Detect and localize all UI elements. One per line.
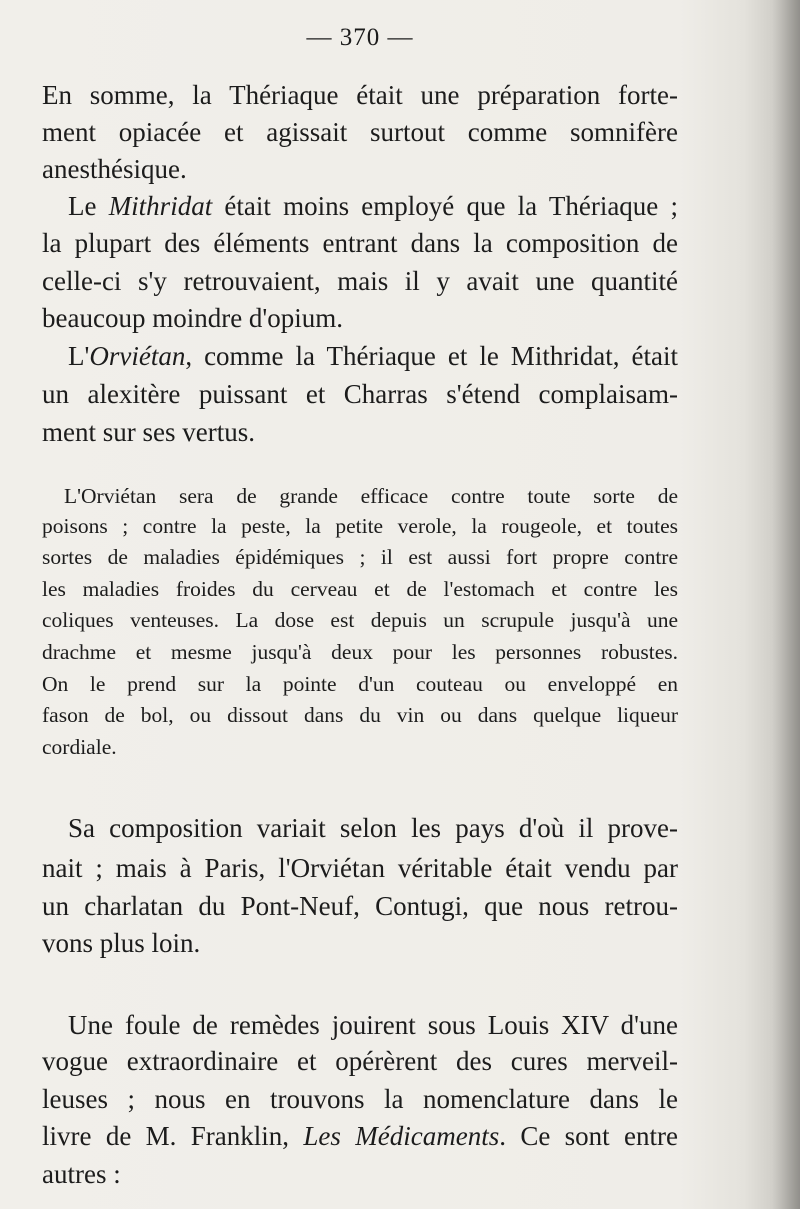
text-line xyxy=(42,1123,678,1150)
text-line: Une foule de remèdes jouirent sous Louis XIV d'une xyxy=(68,1010,678,1040)
text-run: L' xyxy=(68,341,90,371)
quote-line: On le prend sur la pointe d'un couteau ou enveloppé en xyxy=(42,672,678,696)
text-line: autres : xyxy=(42,1159,121,1189)
text-run: livre de M. Franklin, xyxy=(42,1121,304,1151)
text-run: , comme la Thériaque et le Mithridat, était xyxy=(185,341,678,371)
text-line: anesthésique. xyxy=(42,154,187,184)
italic-term: Mithridat xyxy=(108,191,213,221)
text-run: était moins employé que la Thériaque ; xyxy=(212,191,678,221)
quote-line: poisons ; contre la peste, la petite verole, la rougeole, et toutes xyxy=(42,514,678,538)
quote-line: les maladies froides du cerveau et de l'estomach et contre les xyxy=(42,577,678,601)
page-number: — 370 — xyxy=(306,24,414,51)
text-line xyxy=(68,343,678,370)
text-line xyxy=(68,193,678,220)
quote-line: fason de bol, ou dissout dans du vin ou dans quelque liqueur xyxy=(42,703,678,727)
text-line: leuses ; nous en trouvons la nomenclature dans le xyxy=(42,1084,678,1114)
italic-book-title: Les Médicaments xyxy=(303,1121,500,1151)
text-line: celle-ci s'y retrouvaient, mais il y avait une quantité xyxy=(42,266,678,296)
text-line: ment opiacée et agissait surtout comme somnifère xyxy=(42,117,678,147)
text-run: . Ce sont entre xyxy=(499,1121,678,1151)
quote-line: L'Orviétan sera de grande efficace contre toute sorte de xyxy=(64,484,678,508)
text-line: vons plus loin. xyxy=(42,928,201,958)
text-line: la plupart des éléments entrant dans la composition de xyxy=(42,228,678,258)
text-line: vogue extraordinaire et opérèrent des cures merveil- xyxy=(42,1046,678,1076)
page-edge-shadow xyxy=(772,0,800,1209)
quote-line: sortes de maladies épidémiques ; il est aussi fort propre contre xyxy=(42,545,678,569)
quote-line: coliques venteuses. La dose est depuis un scrupule jusqu'à une xyxy=(42,608,678,632)
italic-term: Orviétan xyxy=(89,341,186,371)
text-line: un alexitère puissant et Charras s'étend complaisam- xyxy=(42,379,678,409)
text-line: beaucoup moindre d'opium. xyxy=(42,303,344,333)
text-line: nait ; mais à Paris, l'Orviétan véritable était vendu par xyxy=(42,853,678,883)
text-line: un charlatan du Pont-Neuf, Contugi, que nous retrou- xyxy=(42,891,678,921)
text-line: ment sur ses vertus. xyxy=(42,417,255,447)
quote-line: drachme et mesme jusqu'à deux pour les personnes robustes. xyxy=(42,640,678,664)
text-line: Sa composition variait selon les pays d'où il prove- xyxy=(68,813,678,843)
text-line: En somme, la Thériaque était une préparation forte- xyxy=(42,80,678,110)
text-run: Le xyxy=(68,191,109,221)
quote-line: cordiale. xyxy=(42,735,117,759)
